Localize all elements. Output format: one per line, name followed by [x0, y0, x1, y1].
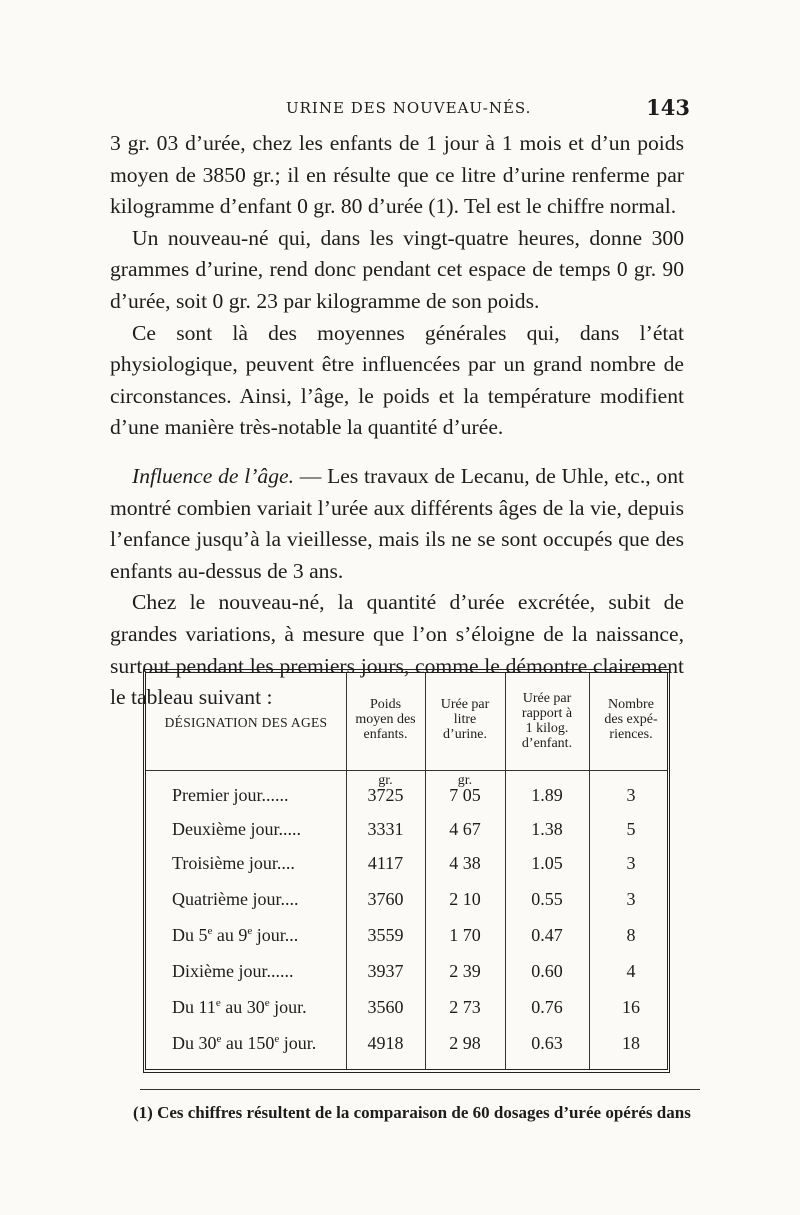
header-poids [346, 697, 425, 742]
header-uree-kilo [505, 691, 589, 751]
age-text: jour. [269, 997, 307, 1017]
table-row [146, 847, 667, 880]
ordinal-suffix: e [274, 1033, 280, 1045]
age-cell [172, 919, 348, 952]
age-text: au 30 [220, 997, 265, 1017]
poids-cell: 4918 [367, 1033, 404, 1053]
age-text: au 9 [212, 925, 248, 945]
header-line: 1 kilog. [525, 721, 569, 736]
header-rule [146, 770, 667, 771]
age-text: jour... [252, 925, 299, 945]
age-cell: Premier jour...... [172, 785, 289, 805]
header-line: litre [453, 712, 477, 727]
header-line: d’enfant. [521, 736, 573, 751]
ordinal-suffix: e [207, 925, 213, 937]
uree-litre-cell: 1 70 [449, 925, 481, 945]
header-nombre [589, 697, 673, 742]
uree-kilo-cell: 0.55 [531, 889, 563, 909]
uree-kilo-cell: 1.05 [531, 853, 563, 873]
uree-litre-cell: 4 38 [449, 853, 481, 873]
poids-cell: 3760 [367, 889, 404, 909]
nombre-cell: 16 [622, 997, 640, 1017]
table-row [146, 813, 667, 846]
nombre-cell: 5 [626, 819, 636, 839]
header-line: des expé- [604, 712, 658, 727]
section-heading: Influence de l’âge. [132, 463, 294, 488]
age-cell [172, 991, 348, 1024]
ordinal-suffix: e [215, 997, 221, 1009]
header-line: Poids [369, 697, 402, 712]
body-text [110, 128, 684, 714]
nombre-cell: 3 [626, 785, 636, 805]
poids-cell: 3559 [367, 925, 404, 945]
uree-litre-cell: 2 10 [449, 889, 481, 909]
poids-cell: 3560 [367, 997, 404, 1017]
header-line: Nombre [608, 697, 654, 712]
nombre-cell: 3 [626, 853, 636, 873]
urea-table [143, 669, 670, 1073]
header-line: rapport à [521, 706, 573, 721]
poids-cell: 3937 [367, 961, 404, 981]
uree-litre-cell: 7 05 [449, 785, 481, 805]
table-row [146, 883, 667, 916]
header-line: Urée par [440, 697, 490, 712]
ordinal-suffix: e [247, 925, 253, 937]
header-uree-litre [425, 697, 505, 742]
age-text: Du 5 [172, 925, 208, 945]
paragraph-4 [110, 461, 684, 587]
page-number: 143 [646, 95, 690, 120]
uree-kilo-cell: 0.60 [531, 961, 563, 981]
table-row [146, 1027, 667, 1060]
paragraph-1: 3 gr. 03 d’urée, chez les enfants de 1 jour à 1 mois et d’un poids moyen de 3850 gr.; il en résulte que ce litre d’urine renferme par kilogramme d’enfant 0 gr. 80 d’urée (1). Tel est le chiffre normal. [110, 131, 684, 219]
paragraph-3: Ce sont là des moyennes générales qui, dans l’état physiologique, peuvent être influencées par un grand nombre de circonstances. Ainsi, l’âge, le poids et la température modifient d’une manière très-notable la quantité d’urée. [110, 320, 684, 440]
age-cell: Dixième jour...... [172, 961, 294, 981]
nombre-cell: 8 [626, 925, 636, 945]
paragraph-2: Un nouveau-né qui, dans les vingt-quatre heures, donne 300 grammes d’urine, rend donc pendant cet espace de temps 0 gr. 90 d’urée, soit 0 gr. 23 par kilogramme de son poids. [110, 225, 684, 313]
uree-litre-cell: 2 39 [449, 961, 481, 981]
poids-cell: 3725 [367, 785, 404, 805]
uree-litre-cell: 4 67 [449, 819, 481, 839]
ordinal-suffix: e [216, 1033, 222, 1045]
header-line: riences. [609, 727, 653, 742]
age-cell: Deuxième jour..... [172, 819, 301, 839]
nombre-cell: 3 [626, 889, 636, 909]
ordinal-suffix: e [264, 997, 270, 1009]
uree-kilo-cell: 1.38 [531, 819, 563, 839]
uree-kilo-cell: 0.47 [531, 925, 563, 945]
table-row [146, 955, 667, 988]
header-line: Urée par [522, 691, 572, 706]
running-title: URINE DES NOUVEAU-NÉS. [286, 99, 532, 117]
unit-uree-litre: gr. [457, 773, 473, 788]
uree-kilo-cell: 0.76 [531, 997, 563, 1017]
age-cell: Quatrième jour.... [172, 889, 299, 909]
uree-litre-cell: 2 98 [449, 1033, 481, 1053]
unit-poids: gr. [378, 773, 393, 788]
nombre-cell: 18 [622, 1033, 640, 1053]
header-line: d’urine. [443, 727, 487, 742]
table-row [146, 779, 667, 812]
header-line: moyen des [355, 712, 416, 727]
header-designation: DÉSIGNATION DES AGES [164, 715, 328, 730]
uree-litre-cell: 2 73 [449, 997, 481, 1017]
table-row [146, 919, 667, 952]
poids-cell: 4117 [367, 853, 404, 873]
table-row [146, 991, 667, 1024]
age-text: Du 11 [172, 997, 216, 1017]
paragraph-4-text: — Les travaux de Lecanu, de Uhle, etc., ont montré combien variait l’urée aux différents âges de la vie, depuis l’enfance jusqu’à la vieillesse, mais ils ne se sont occupés que des enfants au-dessus de 3 ans. [110, 463, 684, 583]
uree-kilo-cell: 1.89 [531, 785, 563, 805]
paragraph-5: Chez le nouveau-né, la quantité d’urée excrétée, subit de grandes variations, à mesure que l’on s’éloigne de la naissance, surtout pendant les premiers jours, comme le démontre clairement le tableau suivant : [110, 590, 684, 710]
age-text: jour. [279, 1033, 317, 1053]
footnote: (1) Ces chiffres résultent de la comparaison de 60 dosages d’urée opérés dans [133, 1103, 691, 1122]
uree-kilo-cell: 0.63 [531, 1033, 563, 1053]
poids-cell: 3331 [367, 819, 404, 839]
nombre-cell: 4 [626, 961, 636, 981]
header-line: enfants. [363, 727, 408, 742]
age-cell [172, 1027, 348, 1060]
footnote-rule [140, 1089, 700, 1090]
age-cell: Troisième jour.... [172, 853, 295, 873]
age-text: au 150 [221, 1033, 275, 1053]
page-header [110, 95, 690, 125]
age-text: Du 30 [172, 1033, 217, 1053]
